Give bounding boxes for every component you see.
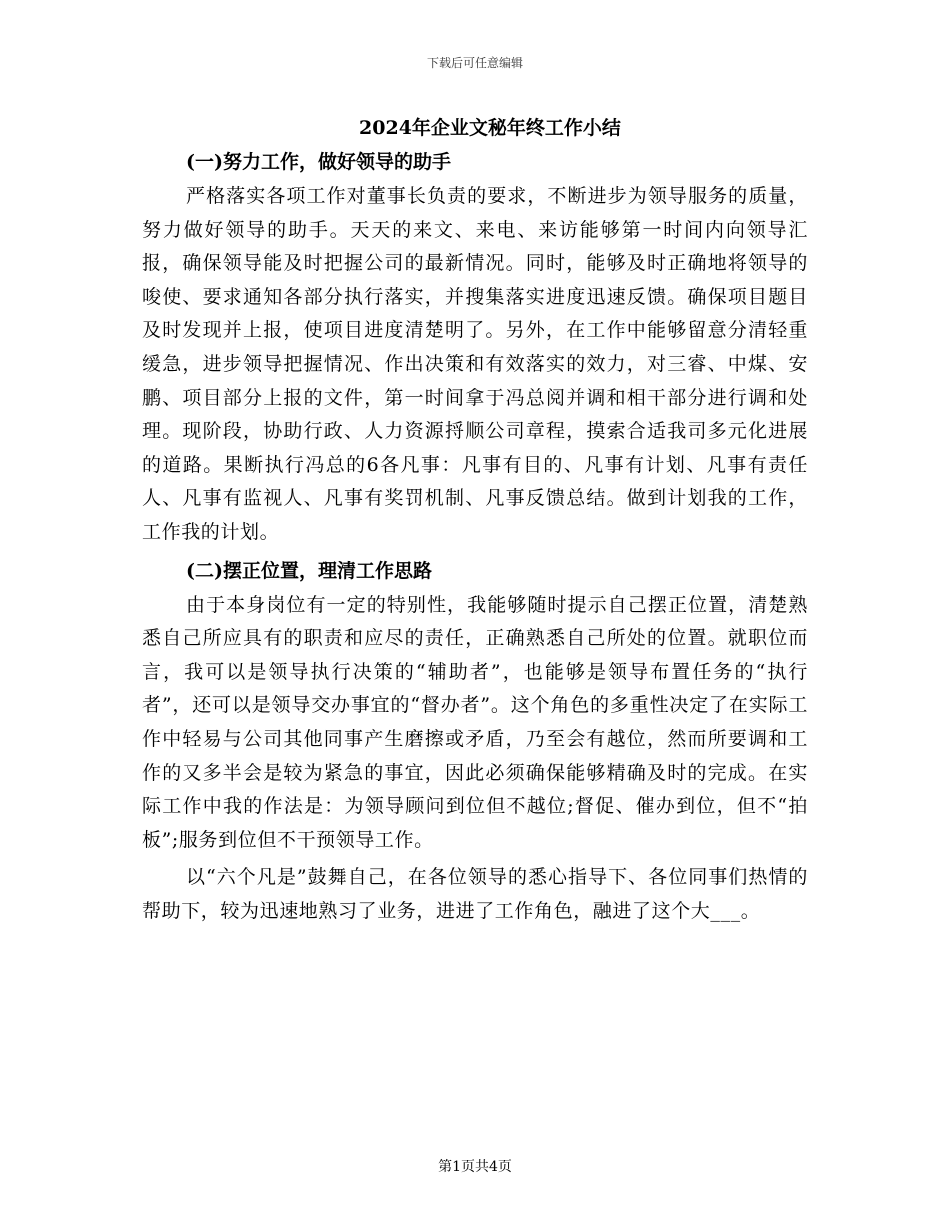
- document-body: [142, 112, 808, 928]
- page-number-footer: 第1页共4页: [438, 1159, 512, 1175]
- section-heading-2: (二)摆正位置，理清工作思路: [186, 559, 432, 582]
- section-1-paragraph-1: 严格落实各项工作对董事长负责的要求，不断进步为领导服务的质量，努力做好领导的助手。天天的来文、来电、来访能够第一时间内向领导汇报，确保领导能及时把握公司的最新情况。同时，能够及时正确地将领导的唆使、要求通知各部分执行落实，并搜集落实进度迅速反馈。确保项目题目及时发现并上报，使项目进度清楚明了。另外，在工作中能够留意分清轻重缓急，进步领导把握情况、作出决策和有效落实的效力，对三睿、中煤、安鹏、项目部分上报的文件，第一时间拿于冯总阅并调和相干部分进行调和处理。现阶段，协助行政、人力资源捋顺公司章程，摸索合适我司多元化进展的道路。果断执行冯总的6各凡事：凡事有目的、凡事有计划、凡事有责任人、凡事有监视人、凡事有奖罚机制、凡事反馈总结。做到计划我的工作，工作我的计划。: [142, 185, 808, 543]
- section-2-paragraph-1: 由于本身岗位有一定的特别性，我能够随时提示自己摆正位置，清楚熟悉自己所应具有的职责和应尽的责任，正确熟悉自己所处的位置。就职位而言，我可以是领导执行决策的“辅助者”，也能够是领导布置任务的“执行者”，还可以是领导交办事宜的“督办者”。这个角色的多重性决定了在实际工作中轻易与公司其他同事产生磨擦或矛盾，乃至会有越位，然而所要调和工作的又多半会是较为紧急的事宜，因此必须确保能够精确及时的完成。在实际工作中我的作法是：为领导顾问到位但不越位;督促、催办到位，但不“拍板”;服务到位但不干预领导工作。: [142, 593, 808, 851]
- document-title: 2024年企业文秘年终工作小结: [359, 117, 621, 139]
- page-header-note: 下载后可任意编辑: [426, 56, 523, 70]
- section-2-paragraph-2: 以“六个凡是”鼓舞自己，在各位领导的悉心指导下、各位同事们热情的帮助下，较为迅速地熟习了业务，进进了工作角色，融进了这个大___。: [142, 866, 808, 922]
- section-heading-1: (一)努力工作，做好领导的助手: [186, 151, 451, 173]
